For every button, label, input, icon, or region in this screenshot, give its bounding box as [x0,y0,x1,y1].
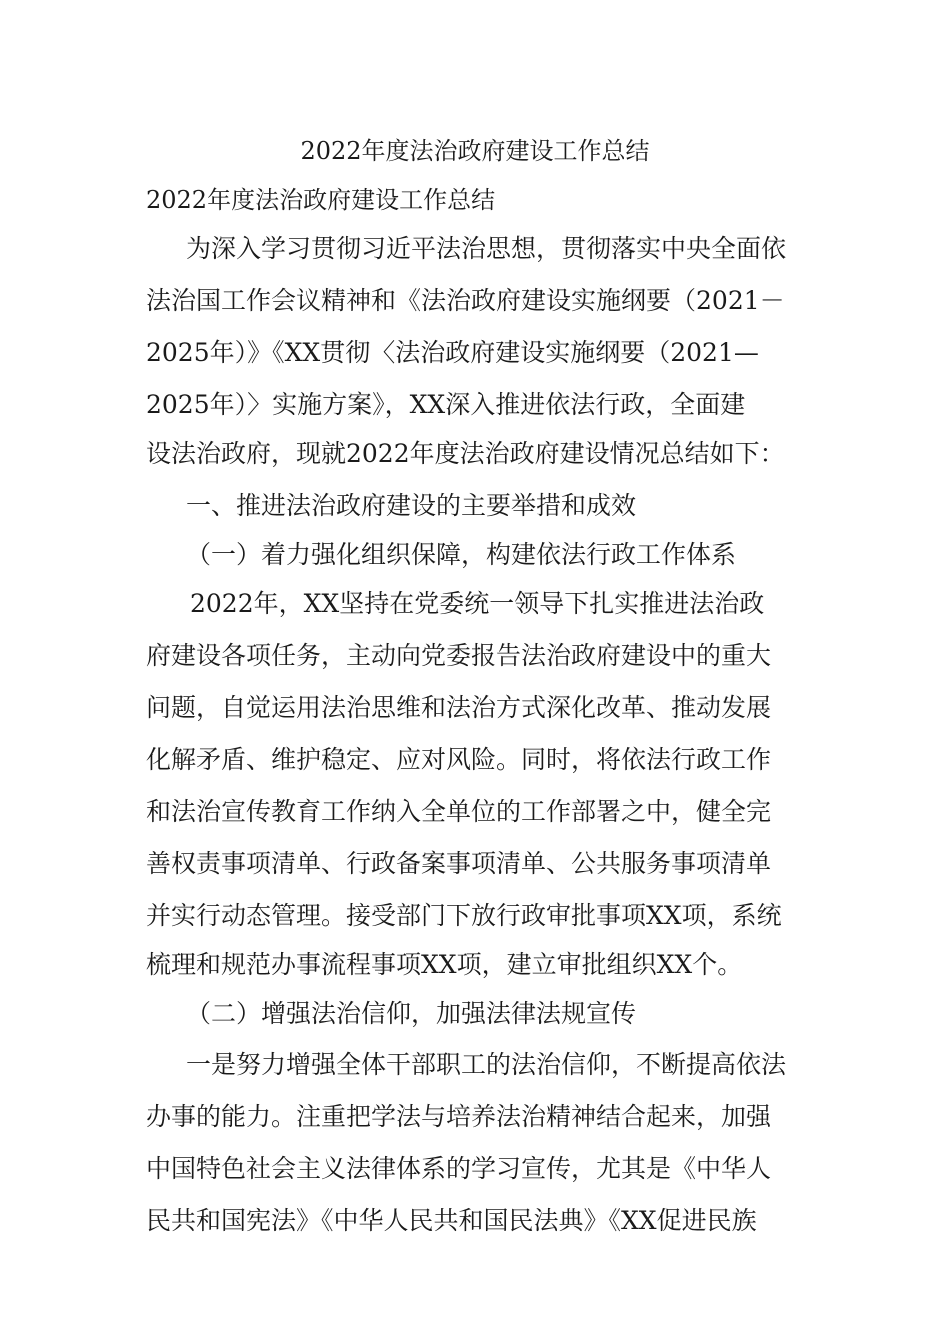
paragraph-line: 善权责事项清单、行政备案事项清单、公共服务事项清单 [146,849,772,878]
paragraph-line: 化解矛盾、维护稳定、应对风险。同时，将依法行政工作 [146,745,772,774]
paragraph-line: 2025年）》《XX贯彻〈法治政府建设实施纲要（2021— [146,338,759,367]
paragraph-line: 和法治宣传教育工作纳入全单位的工作部署之中，健全完 [146,797,772,826]
paragraph-line: 2022年，XX坚持在党委统一领导下扎实推进法治政 [190,589,765,618]
paragraph-line: 梳理和规范办事流程事项XX项，建立审批组织XX个。 [146,950,743,979]
paragraph-line: 2025年）〉实施方案》，XX深入推进依法行政，全面建 [146,390,746,419]
paragraph-line: 民共和国宪法》《中华人民共和国民法典》《XX促进民族 [146,1206,757,1235]
paragraph-line: 中国特色社会主义法律体系的学习宣传，尤其是《中华人 [146,1154,772,1183]
section-heading: 一、推进法治政府建设的主要举措和成效 [186,491,637,520]
paragraph-line: 法治国工作会议精神和《法治政府建设实施纲要（2021－ [146,286,785,315]
subsection-heading: （一）着力强化组织保障，构建依法行政工作体系 [186,540,737,569]
document-title: 2022年度法治政府建设工作总结 [300,137,650,165]
paragraph-line: 并实行动态管理。接受部门下放行政审批事项XX项，系统 [146,901,782,930]
paragraph-line: 一是努力增强全体干部职工的法治信仰，不断提高依法 [186,1050,787,1079]
paragraph-line: 府建设各项任务，主动向党委报告法治政府建设中的重大 [146,641,772,670]
paragraph-line: 为深入学习贯彻习近平法治思想，贯彻落实中央全面依 [186,234,787,263]
paragraph-line: 设法治政府，现就2022年度法治政府建设情况总结如下： [146,439,785,468]
document-subtitle: 2022年度法治政府建设工作总结 [146,186,496,214]
subsection-heading: （二）增强法治信仰，加强法律法规宣传 [186,999,637,1028]
paragraph-line: 问题，自觉运用法治思维和法治方式深化改革、推动发展 [146,693,772,722]
paragraph-line: 办事的能力。注重把学法与培养法治精神结合起来，加强 [146,1102,772,1131]
